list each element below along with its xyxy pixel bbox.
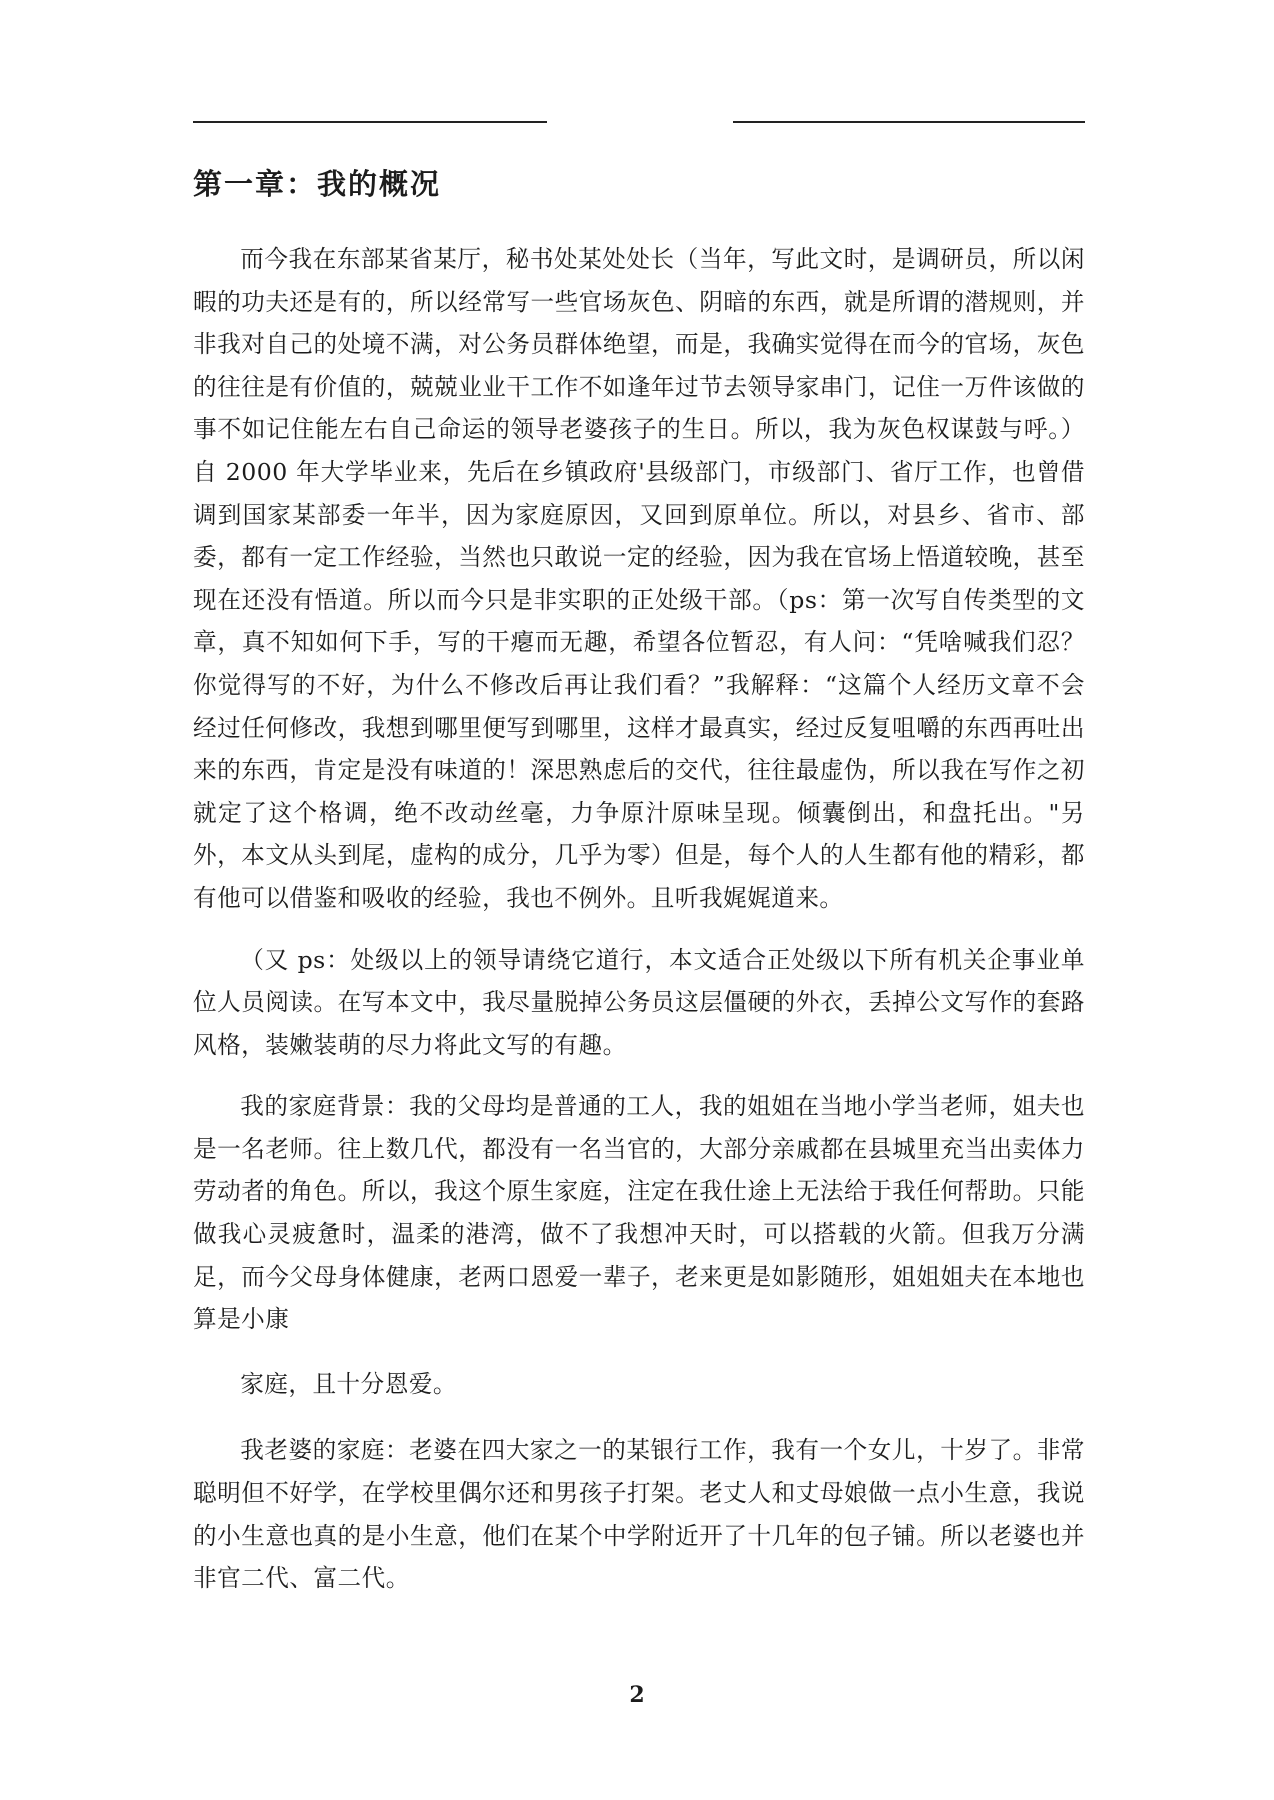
- paragraph-overview: 而今我在东部某省某厅，秘书处某处处长（当年，写此文时，是调研员，所以闲暇的功夫还是有的，所以经常写一些官场灰色、阴暗的东西，就是所谓的潜规则，并非我对自己的处境不满，对公务员群体绝望，而是，我确实觉得在而今的官场，灰色的往往是有价值的，兢兢业业干工作不如逢年过节去领导家串门，记住一万件该做的事不如记住能左右自己命运的领导老婆孩子的生日。所以，我为灰色权谋鼓与呼。）自 2000 年大学毕业来，先后在乡镇政府'县级部门，市级部门、省厅工作，也曾借调到国家某部委一年半，因为家庭原因，又回到原单位。所以，对县乡、省市、部委，都有一定工作经验，当然也只敢说一定的经验，因为我在官场上悟道较晚，甚至现在还没有悟道。所以而今只是非实职的正处级干部。（ps：第一次写自传类型的文章，真不知如何下手，写的干瘪而无趣，希望各位暂忍，有人问：“凭啥喊我们忍？你觉得写的不好，为什么不修改后再让我们看？”我解释：“这篇个人经历文章不会经过任何修改，我想到哪里便写到哪里，这样才最真实，经过反复咀嚼的东西再吐出来的东西，肯定是没有味道的！深思熟虑后的交代，往往最虚伪，所以我在写作之初就定了这个格调，绝不改动丝毫，力争原汁原味呈现。倾囊倒出，和盘托出。"另外，本文从头到尾，虚构的成分，几乎为零）但是，每个人的人生都有他的精彩，都有他可以借鉴和吸收的经验，我也不例外。且听我娓娓道来。: [193, 245, 1085, 912]
- paragraph-wife-family: 我老婆的家庭：老婆在四大家之一的某银行工作，我有一个女儿，十岁了。非常聪明但不好学，在学校里偶尔还和男孩子打架。老丈人和丈母娘做一点小生意，我说的小生意也真的是小生意，他们在某个中学附近开了十几年的包子铺。所以老婆也并非官二代、富二代。: [193, 1436, 1085, 1593]
- paragraph-family-continued: 家庭，且十分恩爱。: [240, 1369, 458, 1398]
- paragraph-family-background: 我的家庭背景：我的父母均是普通的工人，我的姐姐在当地小学当老师，姐夫也是一名老师。往上数几代，都没有一名当官的，大部分亲戚都在县城里充当出卖体力劳动者的角色。所以，我这个原生家庭，注定在我仕途上无法给于我任何帮助。只能做我心灵疲惫时，温柔的港湾，做不了我想冲天时，可以搭载的火箭。但我万分满足，而今父母身体健康，老两口恩爱一辈子，老来更是如影随形，姐姐姐夫在本地也算是小康: [193, 1092, 1085, 1334]
- paragraph-ps-note: （又 ps：处级以上的领导请绕它道行，本文适合正处级以下所有机关企事业单位人员阅读。在写本文中，我尽量脱掉公务员这层僵硬的外衣，丢掉公文写作的套路风格，装嫩装萌的尽力将此文写的有趣。: [193, 945, 1085, 1059]
- header-rule-left: [193, 121, 547, 123]
- page-number: 2: [629, 1682, 645, 1708]
- body-text: [193, 238, 1085, 1600]
- chapter-title: 第一章：我的概况: [193, 167, 442, 201]
- header-rule-right: [733, 121, 1085, 123]
